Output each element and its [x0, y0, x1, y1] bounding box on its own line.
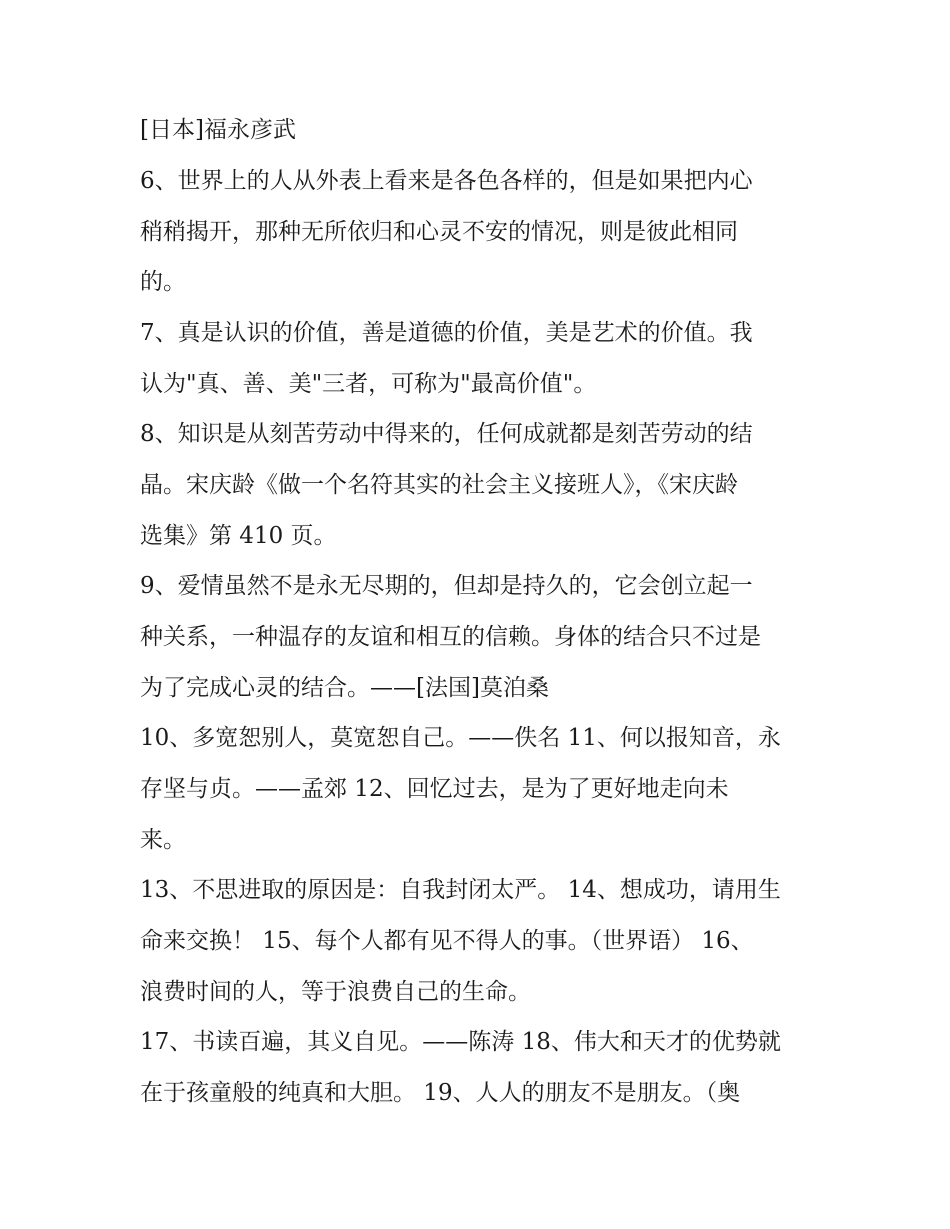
text-line: [日本]福永彦武	[140, 117, 296, 143]
text-line: 选集》第 410 页。	[140, 523, 337, 549]
text-line: 浪费时间的人，等于浪费自己的生命。	[140, 979, 531, 1005]
text-line: 种关系，一种温存的友谊和相互的信赖。身体的结合只不过是	[140, 624, 761, 650]
text-line: 17、书读百遍，其义自见。——陈涛 18、伟大和天才的优势就	[140, 1029, 781, 1055]
text-line: 10、多宽恕别人，莫宽恕自己。——佚名 11、何以报知音，永	[140, 725, 781, 751]
text-line: 稍稍揭开，那种无所依归和心灵不安的情况，则是彼此相同	[140, 219, 738, 245]
text-line: 6、世界上的人从外表上看来是各色各样的，但是如果把内心	[140, 168, 753, 194]
text-line: 9、爱情虽然不是永无尽期的，但却是持久的，它会创立起一	[140, 573, 753, 599]
text-line: 在于孩童般的纯真和大胆。 19、人人的朋友不是朋友。（奥	[140, 1080, 741, 1106]
text-line: 认为"真、善、美"三者，可称为"最高价值"。	[140, 371, 597, 397]
text-line: 存坚与贞。——孟郊 12、回忆过去，是为了更好地走向未	[140, 776, 729, 802]
text-line: 8、知识是从刻苦劳动中得来的，任何成就都是刻苦劳动的结	[140, 421, 753, 447]
text-line: 的。	[140, 269, 186, 295]
text-line: 为了完成心灵的结合。——[法国]莫泊桑	[140, 675, 549, 701]
text-line: 7、真是认识的价值，善是道德的价值，美是艺术的价值。我	[140, 320, 753, 346]
text-line: 来。	[140, 827, 186, 853]
text-line: 13、不思进取的原因是：自我封闭太严。 14、想成功，请用生	[140, 877, 781, 903]
text-line: 晶。宋庆龄《做一个名符其实的社会主义接班人》，《宋庆龄	[140, 472, 738, 498]
text-line: 命来交换！ 15、每个人都有见不得人的事。（世界语） 16、	[140, 928, 754, 954]
